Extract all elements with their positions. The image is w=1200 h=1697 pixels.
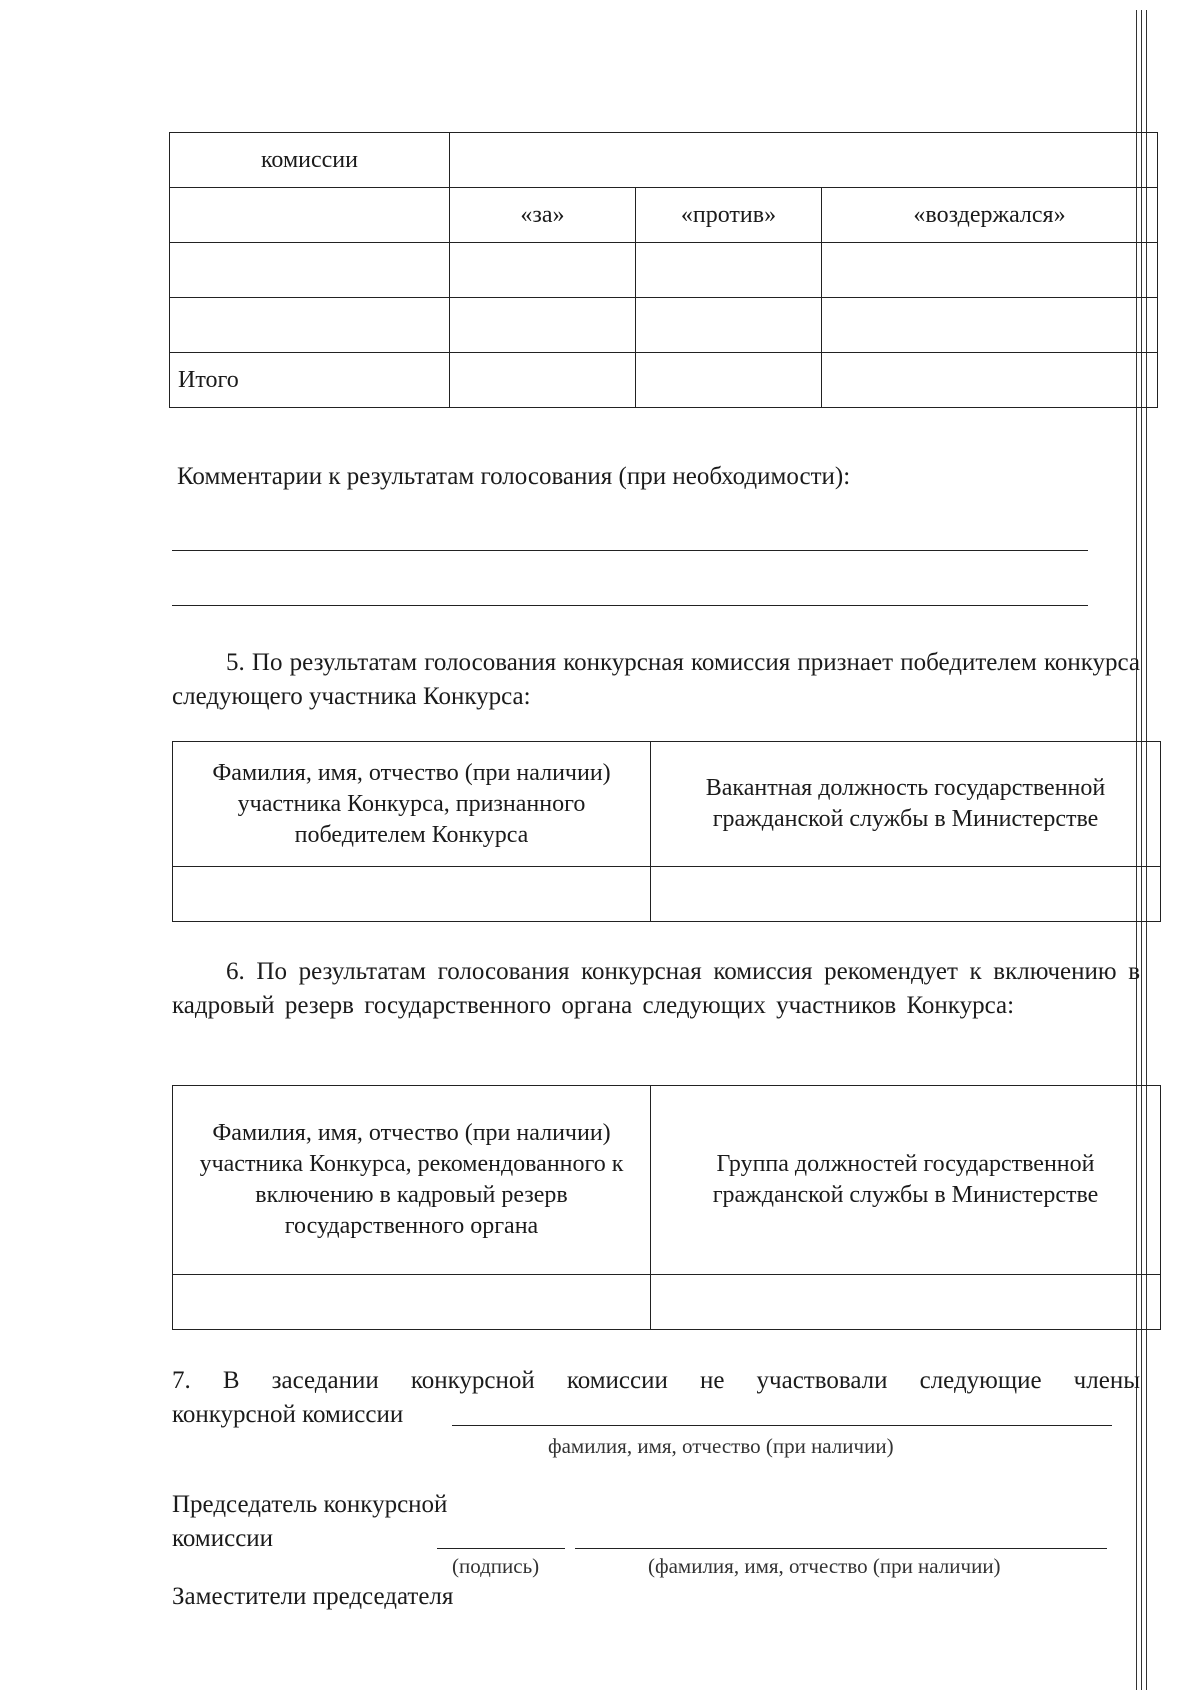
table-cell (636, 298, 822, 353)
table-cell (173, 867, 651, 922)
column-header-against: «против» (636, 188, 822, 243)
table-header-row (173, 1086, 1161, 1275)
table-cell (170, 188, 450, 243)
column-header-winner-name: Фамилия, имя, отчество (при наличии) участника Конкурса, признанного победителем Конкурса (173, 742, 651, 867)
deputies-label: Заместители председателя (172, 1583, 454, 1610)
table-cell (170, 298, 450, 353)
name-caption: (фамилия, имя, отчество (при наличии) (648, 1554, 1001, 1578)
table-cell (636, 243, 822, 298)
table-cell (450, 353, 636, 408)
reserve-table (172, 1085, 1161, 1330)
absent-members-caption: фамилия, имя, отчество (при наличии) (548, 1434, 894, 1458)
column-header-abstained: «воздержался» (822, 188, 1158, 243)
table-row (173, 1275, 1161, 1330)
column-header-vacancy: Вакантная должность государственной гражданской службы в Министерстве (651, 742, 1161, 867)
table-total-row (170, 353, 1158, 408)
table-cell (450, 243, 636, 298)
absent-members-line (452, 1425, 1112, 1426)
comment-line (172, 550, 1088, 551)
signature-line (437, 1548, 565, 1549)
column-header-for: «за» (450, 188, 636, 243)
table-row (170, 243, 1158, 298)
table-cell (173, 1275, 651, 1330)
table-cell (822, 243, 1158, 298)
winner-table (172, 741, 1161, 922)
table-cell: комиссии (170, 133, 450, 188)
chairman-label: Председатель конкурсной (172, 1491, 448, 1518)
section-5-text: 5. По результатам голосования конкурсная комиссия признает победителем конкурса следующего участника Конкурса: (172, 649, 1140, 710)
table-row (170, 133, 1158, 188)
column-header-position-group: Группа должностей государственной гражданской службы в Министерстве (651, 1086, 1161, 1275)
table-header-row (173, 742, 1161, 867)
table-cell (170, 243, 450, 298)
signature-caption: (подпись) (452, 1554, 540, 1578)
table-cell (651, 867, 1161, 922)
section-7-text-line2: конкурсной комиссии (172, 1401, 404, 1428)
chairman-name-line (575, 1548, 1107, 1549)
voting-results-table (169, 132, 1158, 408)
chairman-label-line2: комиссии (172, 1525, 274, 1552)
total-label: Итого (170, 353, 450, 408)
table-row (170, 298, 1158, 353)
table-cell (636, 353, 822, 408)
comments-label: Комментарии к результатам голосования (при необходимости): (177, 463, 851, 490)
table-row (173, 867, 1161, 922)
table-cell (822, 298, 1158, 353)
table-cell (450, 298, 636, 353)
comment-line (172, 605, 1088, 606)
column-header-reserve-name: Фамилия, имя, отчество (при наличии) участника Конкурса, рекомендованного к включению в кадровый резерв государственного органа (173, 1086, 651, 1275)
section-6-text: 6. По результатам голосования конкурсная комиссия рекомендует к включению в кадровый резерв государственного органа следующих участников Конкурса: (172, 958, 1140, 1019)
table-cell (450, 133, 1158, 188)
section-7-text: 7. В заседании конкурсной комиссии не участвовали следующие члены (172, 1367, 1140, 1394)
table-header-row (170, 188, 1158, 243)
table-cell (822, 353, 1158, 408)
table-cell (651, 1275, 1161, 1330)
